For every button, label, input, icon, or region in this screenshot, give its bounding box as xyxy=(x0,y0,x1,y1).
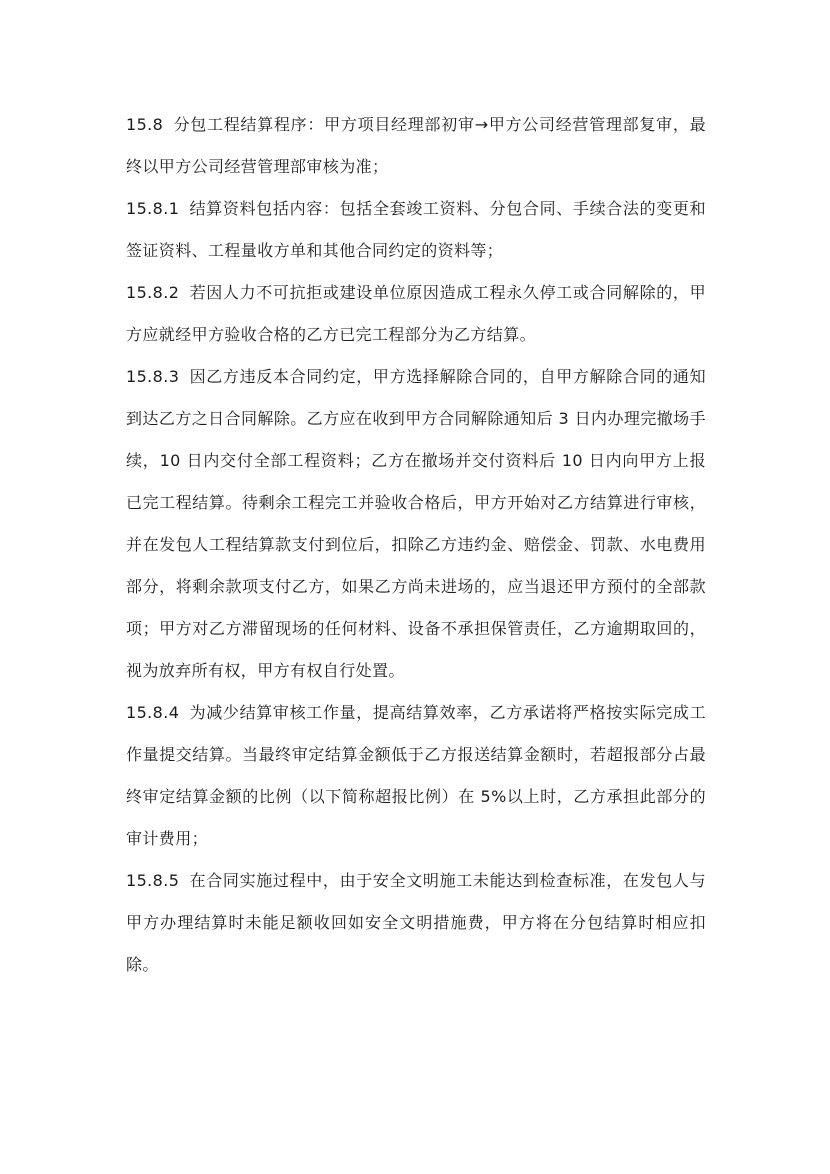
clause-15-8 xyxy=(126,104,706,188)
clause-number: 15.8.2 xyxy=(126,283,180,302)
clause-text: 结算资料包括内容：包括全套竣工资料、分包合同、手续合法的变更和签证资料、工程量收方单和其他合同约定的资料等； xyxy=(126,199,706,260)
clause-number: 15.8.3 xyxy=(126,367,180,386)
clause-15-8-3 xyxy=(126,356,706,692)
clause-15-8-1 xyxy=(126,188,706,272)
clause-number: 15.8 xyxy=(126,115,164,134)
clause-15-8-2 xyxy=(126,272,706,356)
clause-number: 15.8.4 xyxy=(126,703,180,722)
clause-text: 在合同实施过程中，由于安全文明施工未能达到检查标准，在发包人与甲方办理结算时未能足额收回如安全文明措施费，甲方将在分包结算时相应扣除。 xyxy=(126,871,706,974)
clause-text: 若因人力不可抗拒或建设单位原因造成工程永久停工或合同解除的，甲方应就经甲方验收合格的乙方已完工程部分为乙方结算。 xyxy=(126,283,706,344)
clause-15-8-4 xyxy=(126,692,706,860)
clause-number: 15.8.5 xyxy=(126,871,180,890)
clause-text: 因乙方违反本合同约定，甲方选择解除合同的，自甲方解除合同的通知到达乙方之日合同解除。乙方应在收到甲方合同解除通知后 3 日内办理完撤场手续，10 日内交付全部工程资料；乙方在撤场并交付资料后 10 日内向甲方上报已完工程结算。待剩余工程完工并验收合格后，甲方开始对乙方结算进行审核，并在发包人工程结算款支付到位后，扣除乙方违约金、赔偿金、罚款、水电费用部分，将剩余款项支付乙方，如果乙方尚未进场的，应当退还甲方预付的全部款项；甲方对乙方滞留现场的任何材料、设备不承担保管责任，乙方逾期取回的，视为放弃所有权，甲方有权自行处置。 xyxy=(126,367,706,680)
document-body xyxy=(126,104,706,986)
clause-text: 为减少结算审核工作量，提高结算效率，乙方承诺将严格按实际完成工作量提交结算。当最终审定结算金额低于乙方报送结算金额时，若超报部分占最终审定结算金额的比例（以下简称超报比例）在 5%以上时，乙方承担此部分的审计费用； xyxy=(126,703,706,848)
clause-15-8-5 xyxy=(126,860,706,986)
clause-number: 15.8.1 xyxy=(126,199,180,218)
clause-text: 分包工程结算程序：甲方项目经理部初审→甲方公司经营管理部复审，最终以甲方公司经营管理部审核为准； xyxy=(126,115,706,176)
